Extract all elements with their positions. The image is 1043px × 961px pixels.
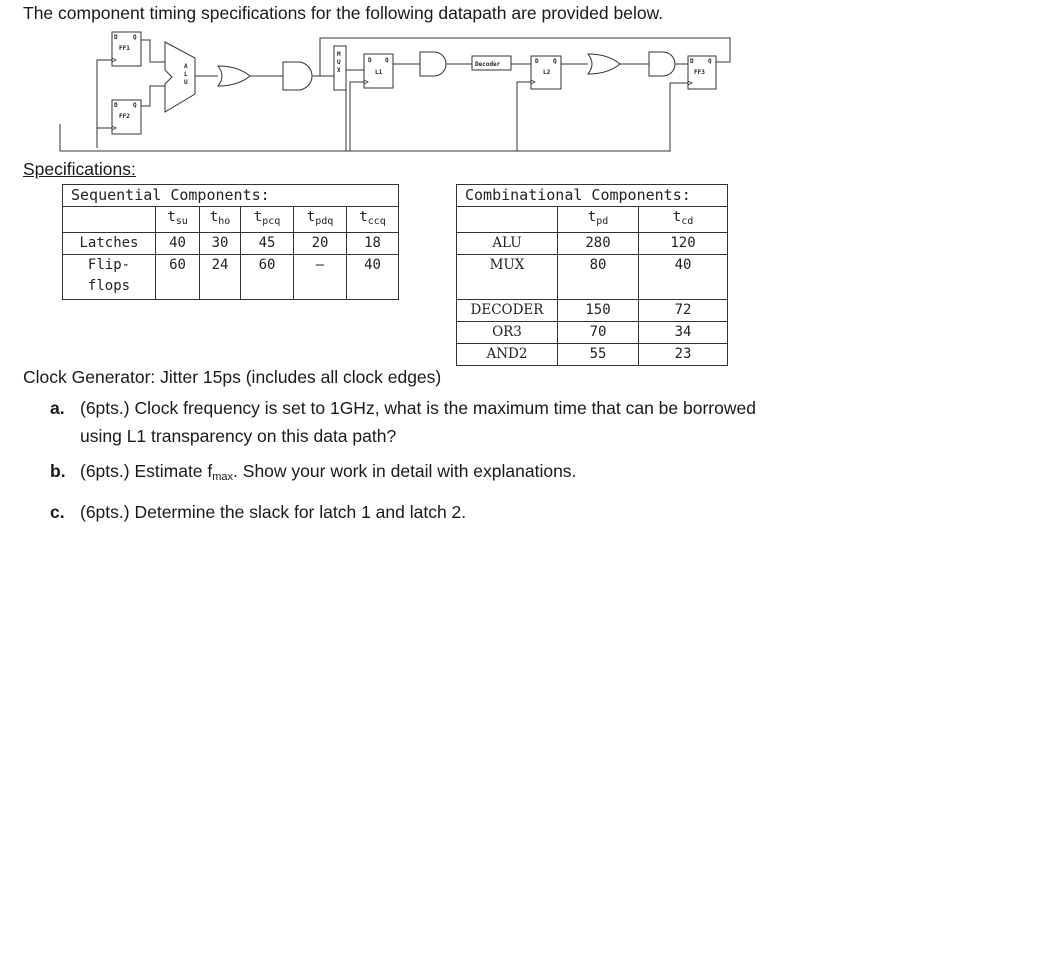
header-tpcq: $t_{pcq}$ bbox=[241, 207, 294, 233]
datapath-diagram bbox=[0, 28, 760, 158]
table-row bbox=[457, 344, 728, 366]
ff3-d: D bbox=[690, 58, 694, 65]
cell: – bbox=[294, 255, 347, 300]
specifications-heading: Specifications: bbox=[23, 159, 136, 179]
question-c bbox=[50, 498, 780, 526]
cell: 70 bbox=[558, 322, 639, 344]
cell: 80 bbox=[558, 255, 639, 300]
ff1-q: Q bbox=[133, 34, 137, 41]
cell: 23 bbox=[639, 344, 728, 366]
row-label: AND2 bbox=[457, 344, 558, 366]
cell: 30 bbox=[200, 233, 241, 255]
alu-letter-l: L bbox=[184, 71, 188, 78]
question-b bbox=[50, 457, 780, 491]
row-label: MUX bbox=[457, 255, 558, 300]
table-row bbox=[63, 233, 399, 255]
ff2-q: Q bbox=[133, 102, 137, 109]
table-row bbox=[457, 233, 728, 255]
question-letter: a. bbox=[50, 398, 65, 418]
combinational-caption: Combinational Components: bbox=[457, 185, 728, 207]
header-tsu: $t_{su}$ bbox=[156, 207, 200, 233]
table-row bbox=[457, 300, 728, 322]
ff1-label: FF1 bbox=[119, 45, 130, 52]
row-label: DECODER bbox=[457, 300, 558, 322]
cell: 60 bbox=[156, 255, 200, 300]
sequential-caption: Sequential Components: bbox=[63, 185, 399, 207]
table-row bbox=[457, 207, 728, 233]
cell: 40 bbox=[639, 255, 728, 300]
header-tpd: $t_{pd}$ bbox=[558, 207, 639, 233]
cell: 34 bbox=[639, 322, 728, 344]
header-tccq: $t_{ccq}$ bbox=[347, 207, 399, 233]
cell: 45 bbox=[241, 233, 294, 255]
mux-letter-m: M bbox=[337, 51, 341, 58]
question-text: (6pts.) Estimate fmax. Show your work in detail with explanations. bbox=[80, 461, 577, 483]
ff2-d: D bbox=[114, 102, 118, 109]
cell: 280 bbox=[558, 233, 639, 255]
cell: 120 bbox=[639, 233, 728, 255]
and2-gate-2 bbox=[420, 52, 446, 76]
intro-text: The component timing specifications for the following datapath are provided below. bbox=[23, 3, 664, 23]
table-row bbox=[457, 322, 728, 344]
and2-gate-3 bbox=[649, 52, 675, 76]
alu-letter-a: A bbox=[184, 63, 188, 70]
clock-generator-text: Clock Generator: Jitter 15ps (includes all clock edges) bbox=[23, 367, 442, 387]
l1-q: Q bbox=[385, 57, 389, 64]
cell: 40 bbox=[156, 233, 200, 255]
table-row bbox=[63, 255, 399, 300]
row-label: ALU bbox=[457, 233, 558, 255]
l1-d: D bbox=[368, 57, 372, 64]
question-text: (6pts.) Determine the slack for latch 1 and latch 2. bbox=[80, 502, 467, 522]
or3-gate-1 bbox=[218, 66, 250, 86]
cell: 60 bbox=[241, 255, 294, 300]
l1-label: L1 bbox=[375, 69, 383, 76]
row-label: Latches bbox=[63, 233, 156, 255]
combinational-components-table bbox=[456, 184, 728, 366]
row-label: OR3 bbox=[457, 322, 558, 344]
mux-letter-x: X bbox=[337, 67, 341, 74]
question-text: (6pts.) Clock frequency is set to 1GHz, what is the maximum time that can be borrowed using L1 transparency on this data path? bbox=[80, 398, 756, 446]
cell: 72 bbox=[639, 300, 728, 322]
table-row bbox=[63, 207, 399, 233]
ff3-label: FF3 bbox=[694, 69, 705, 76]
alu-letter-u: U bbox=[184, 79, 188, 86]
question-letter: b. bbox=[50, 461, 66, 481]
questions-list bbox=[50, 394, 780, 533]
mux-letter-u: U bbox=[337, 59, 341, 66]
cell: 150 bbox=[558, 300, 639, 322]
row-label: Flip- flops bbox=[63, 255, 156, 300]
cell: 24 bbox=[200, 255, 241, 300]
or3-gate-2 bbox=[588, 54, 620, 74]
l2-label: L2 bbox=[543, 69, 551, 76]
header-tpdq: $t_{pdq}$ bbox=[294, 207, 347, 233]
header-tcd: $t_{cd}$ bbox=[639, 207, 728, 233]
ff1-d: D bbox=[114, 34, 118, 41]
cell: 20 bbox=[294, 233, 347, 255]
question-a bbox=[50, 394, 780, 450]
l2-q: Q bbox=[553, 58, 557, 65]
alu-shape bbox=[165, 42, 195, 112]
ff3-q: Q bbox=[708, 58, 712, 65]
question-letter: c. bbox=[50, 502, 65, 522]
decoder-label: Decoder bbox=[475, 61, 501, 68]
cell: 40 bbox=[347, 255, 399, 300]
and2-gate-1 bbox=[283, 62, 312, 90]
table-row bbox=[457, 255, 728, 300]
header-tho: $t_{ho}$ bbox=[200, 207, 241, 233]
sequential-components-table bbox=[62, 184, 399, 300]
l2-d: D bbox=[535, 58, 539, 65]
cell: 55 bbox=[558, 344, 639, 366]
ff2-label: FF2 bbox=[119, 113, 130, 120]
cell: 18 bbox=[347, 233, 399, 255]
